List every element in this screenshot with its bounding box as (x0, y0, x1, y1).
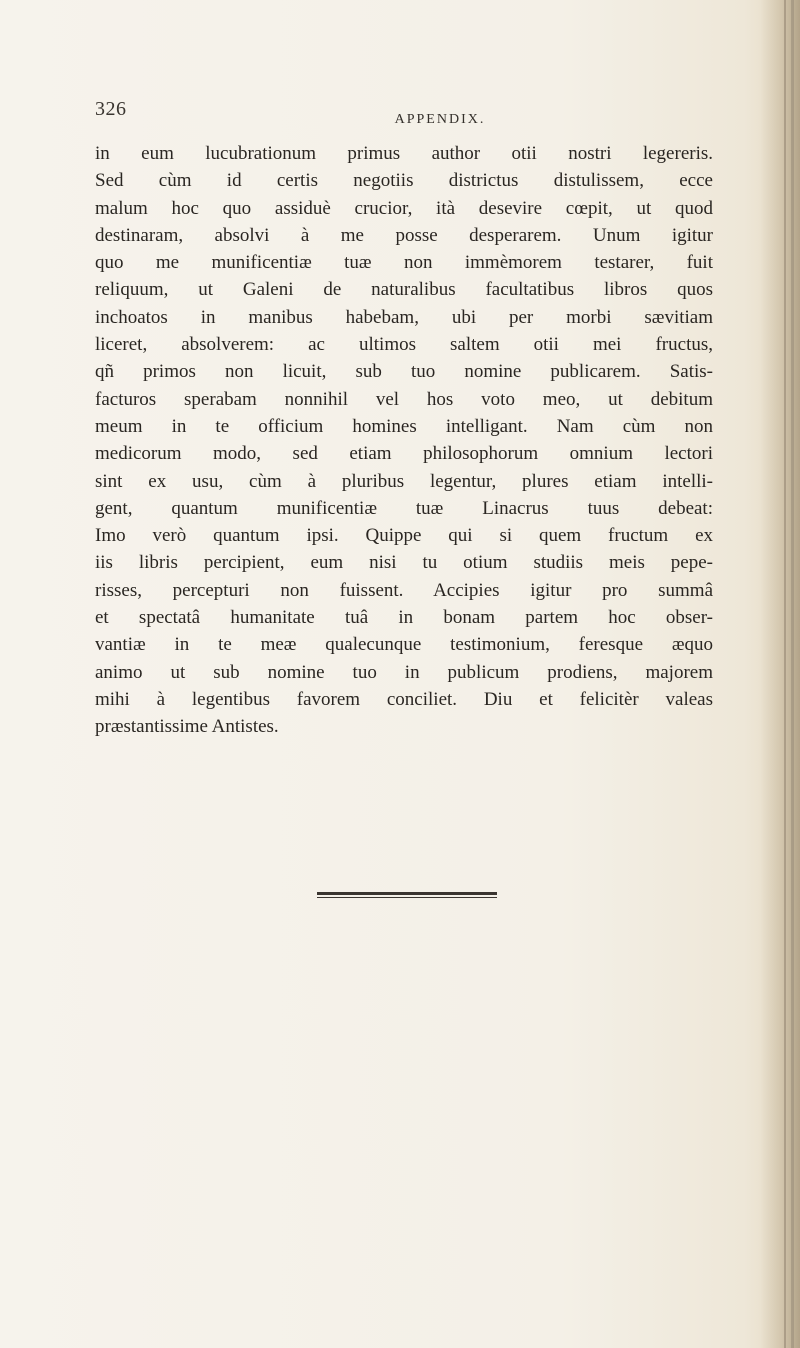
text-line: medicorum modo, sed etiam philosophorum omnium lectori (95, 443, 713, 465)
page-edge-shadow (760, 0, 800, 1348)
end-rule-thin (317, 897, 497, 898)
text-line: et spectatâ humanitate tuâ in bonam partem hoc obser- (95, 607, 713, 629)
text-line: meum in te officium homines intelligant. Nam cùm non (95, 415, 713, 437)
text-line: quo me munificentiæ tuæ non immèmorem testarer, fuit (95, 252, 713, 274)
text-line: vantiæ in te meæ qualecunque testimonium, feresque æquo (95, 634, 713, 656)
text-line: inchoatos in manibus habebam, ubi per morbi sævitiam (95, 306, 713, 328)
text-line: iis libris percipient, eum nisi tu otium studiis meis pepe- (95, 552, 713, 574)
text-line: liceret, absolverem: ac ultimos saltem otii mei fructus, (95, 334, 713, 356)
end-rule-thick (317, 892, 497, 895)
text-line: gent, quantum munificentiæ tuæ Linacrus tuus debeat: (95, 497, 713, 519)
text-line: Imo verò quantum ipsi. Quippe qui si quem fructum ex (95, 525, 713, 547)
body-text (95, 140, 713, 741)
text-line: in eum lucubrationum primus author otii nostri legereris. (95, 143, 713, 164)
page-edge-line (784, 0, 786, 1348)
text-line: facturos sperabam nonnihil vel hos voto meo, ut debitum (95, 388, 713, 410)
text-line: animo ut sub nomine tuo in publicum prodiens, majorem (95, 661, 713, 683)
text-line-last: præstantissime Antistes. (95, 716, 279, 738)
text-line: malum hoc quo assiduè crucior, ità desevire cœpit, ut quod (95, 197, 713, 219)
page-number: 326 (95, 98, 127, 120)
text-line: mihi à legentibus favorem conciliet. Diu et felicitèr valeas (95, 688, 713, 710)
text-line: Sed cùm id certis negotiis districtus distulissem, ecce (95, 170, 713, 192)
text-line: destinaram, absolvi à me posse desperarem. Unum igitur (95, 224, 713, 246)
text-line: sint ex usu, cùm à pluribus legentur, plures etiam intelli- (95, 470, 713, 492)
running-head: APPENDIX. (394, 112, 486, 127)
text-line: reliquum, ut Galeni de naturalibus facultatibus libros quos (95, 279, 713, 301)
text-line: risses, percepturi non fuissent. Accipies igitur pro summâ (95, 579, 713, 601)
page-edge-line-outer (791, 0, 794, 1348)
text-line: qñ primos non licuit, sub tuo nomine publicarem. Satis- (95, 361, 713, 383)
